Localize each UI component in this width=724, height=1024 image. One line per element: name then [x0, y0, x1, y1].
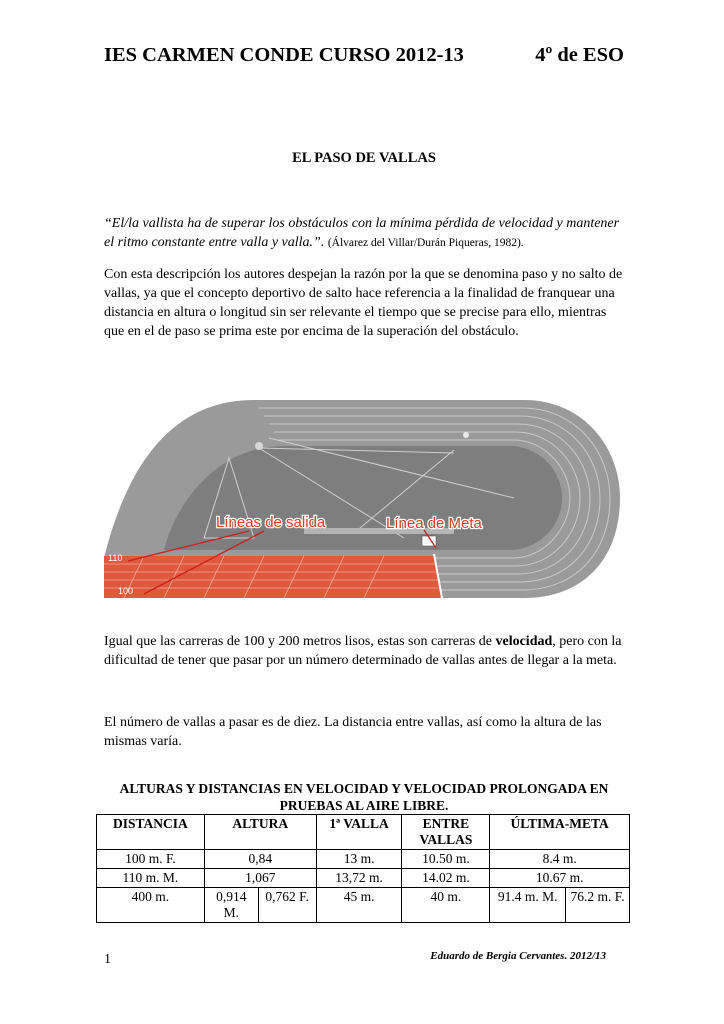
speed-text-after: , pero con la dificultad de tener que pasar por un número determinado de vallas antes de llegar a la meta.	[104, 634, 622, 668]
cell-entre-vallas: 14.02 m.	[402, 869, 490, 888]
header-grade: 4º de ESO	[535, 44, 624, 66]
cell-altura: 1,067	[204, 869, 316, 888]
cell-distancia: 400 m.	[97, 888, 205, 923]
cell-primera-valla: 45 m.	[316, 888, 402, 923]
speed-text-bold: velocidad	[495, 634, 553, 649]
header-primera-valla: 1ª VALLA	[316, 815, 402, 850]
page-number: 1	[104, 952, 111, 967]
cell-ultima-meta: 8.4 m.	[490, 850, 630, 869]
cell-primera-valla: 13 m.	[316, 850, 402, 869]
table-row	[97, 850, 630, 869]
start-lines-label: Líneas de salida	[216, 514, 326, 531]
cell-altura: 0,84	[204, 850, 316, 869]
header-ultima-meta: ÚLTIMA-META	[490, 815, 630, 850]
cell-altura-f: 0,762 F.	[258, 888, 316, 923]
quote-citation: (Álvarez del Villar/Durán Piqueras, 1982).	[327, 237, 524, 249]
table-title: ALTURAS Y DISTANCIAS EN VELOCIDAD Y VELOCIDAD PROLONGADA EN PRUEBAS AL AIRE LIBRE.	[119, 781, 609, 813]
cell-primera-valla: 13,72 m.	[316, 869, 402, 888]
speed-text-before: Igual que las carreras de 100 y 200 metros lisos, estas son carreras de	[104, 634, 496, 649]
description-paragraph: Con esta descripción los autores despejan la razón por la que se denomina paso y no salto de vallas, ya que el concepto deportivo de salto hace referencia a la finalidad de franquear una distancia en altura o longitud sin ser relevante el tiempo que se precise para ello, mientras que en el de paso se prima este por encima de la superación del obstáculo.	[104, 267, 623, 339]
hurdles-count-paragraph: El número de vallas a pasar es de diez. La distancia entre vallas, así como la altura de las mismas varía.	[104, 715, 602, 749]
cell-distancia: 100 m. F.	[97, 850, 205, 869]
header-entre-vallas: ENTRE VALLAS	[402, 815, 490, 850]
table-row	[97, 869, 630, 888]
table-header-row	[97, 815, 630, 850]
speed-paragraph	[104, 632, 624, 670]
cell-entre-vallas: 10.50 m.	[402, 850, 490, 869]
footer-author: Eduardo de Bergia Cervantes. 2012/13	[430, 950, 606, 962]
quote-paragraph	[104, 214, 624, 253]
section-title: EL PASO DE VALLAS	[292, 150, 436, 166]
hurdles-table	[96, 814, 630, 923]
quote-text: “El/la vallista ha de superar los obstáculos con la mínima pérdida de velocidad y mantener el ritmo constante entre valla y valla.”.	[104, 216, 620, 250]
header-distancia: DISTANCIA	[97, 815, 205, 850]
cell-distancia: 110 m. M.	[97, 869, 205, 888]
mark-110-label: 110	[108, 553, 123, 563]
cell-ultima-meta-m: 91.4 m. M.	[490, 888, 566, 923]
cell-ultima-meta: 10.67 m.	[490, 869, 630, 888]
header-course: IES CARMEN CONDE CURSO 2012-13	[104, 44, 464, 66]
cell-altura-m: 0,914 M.	[204, 888, 258, 923]
cell-ultima-meta-f: 76.2 m. F.	[566, 888, 630, 923]
table-row	[97, 888, 630, 923]
mark-100-label: 100	[118, 586, 134, 596]
track-image	[104, 398, 620, 600]
finish-line-label: Línea de Meta	[386, 515, 482, 532]
track-figure	[104, 398, 620, 600]
header-altura: ALTURA	[204, 815, 316, 850]
cell-entre-vallas: 40 m.	[402, 888, 490, 923]
